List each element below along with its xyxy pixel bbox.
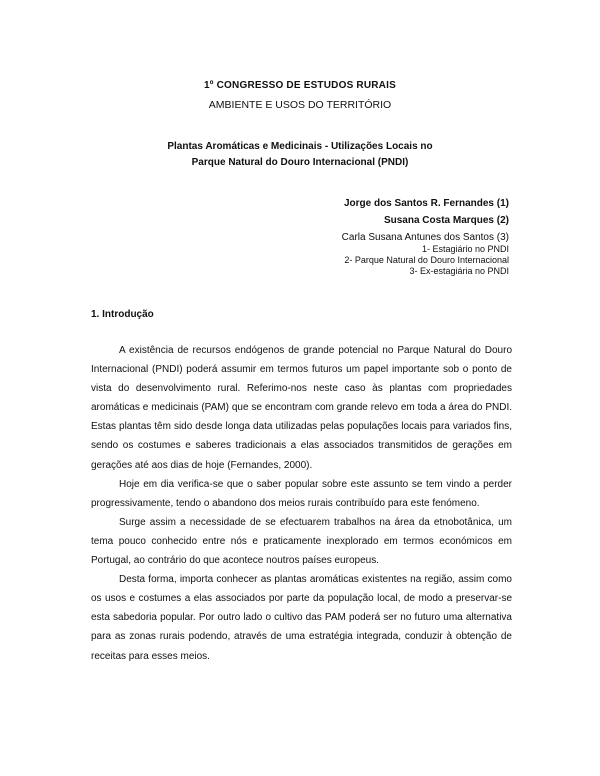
paper-title-line-2: Parque Natural do Douro Internacional (PNDI) [191,157,409,168]
paragraph-3: Surge assim a necessidade de se efectuarem trabalhos na área da etnobotânica, um tema pouco conhecido entre nós e praticamente inexplorado em termos económicos em Portugal, ao contrário do que acontece noutros países europeus. [91,516,512,567]
author-1: Jorge dos Santos R. Fernandes (1) [343,198,509,209]
paragraph-1: A existência de recursos endógenos de grande potencial no Parque Natural do Douro Internacional (PNDI) poderá assumir em termos futuros um papel importante sob o ponto de vista do desenvolvimento rural. Referimo-nos neste caso às plantas com propriedades aromáticas e medicinais (PAM) que se encontram com grande relevo em toda a área do PNDI. Estas plantas têm sido desde longa data utilizadas pelas populações locais para variados fins, sendo os costumes e saberes tradicionais a elas associados transmitidos de gerações em gerações até aos dias de hoje (Fernandes, 2000). [91,345,512,471]
affiliation-1: 1- Estagiário no PNDI [421,244,509,254]
congress-subtitle: AMBIENTE E USOS DO TERRITÓRIO [208,99,392,111]
author-list [342,195,509,246]
author-2: Susana Costa Marques (2) [383,215,509,226]
affiliation-list [344,244,509,277]
paragraph-4: Desta forma, importa conhecer as plantas aromáticas existentes na região, assim como os usos e costumes a elas associados por parte da população local, de modo a preservar-se esta sabedoria popular. Por outro lado o cultivo das PAM poderá ser no futuro uma alternativa para as zonas rurais podendo, através de uma estratégia integrada, conduzir à obtenção de receitas para esses meios. [91,574,512,662]
section-body [91,341,512,666]
congress-title: 1º CONGRESSO DE ESTUDOS RURAIS [204,80,396,91]
paragraph-2: Hoje em dia verifica-se que o saber popular sobre este assunto se tem vindo a perder progressivamente, tendo o abandono dos meios rurais contribuído para este fenómeno. [91,478,512,509]
section-heading: 1. Introdução [91,309,154,320]
author-3: Carla Susana Antunes dos Santos (3) [341,232,509,243]
affiliation-2: 2- Parque Natural do Douro Internacional [344,255,509,265]
affiliation-3: 3- Ex-estagiária no PNDI [409,266,509,276]
paper-title-line-1: Plantas Aromáticas e Medicinais - Utilizações Locais no [167,141,433,152]
